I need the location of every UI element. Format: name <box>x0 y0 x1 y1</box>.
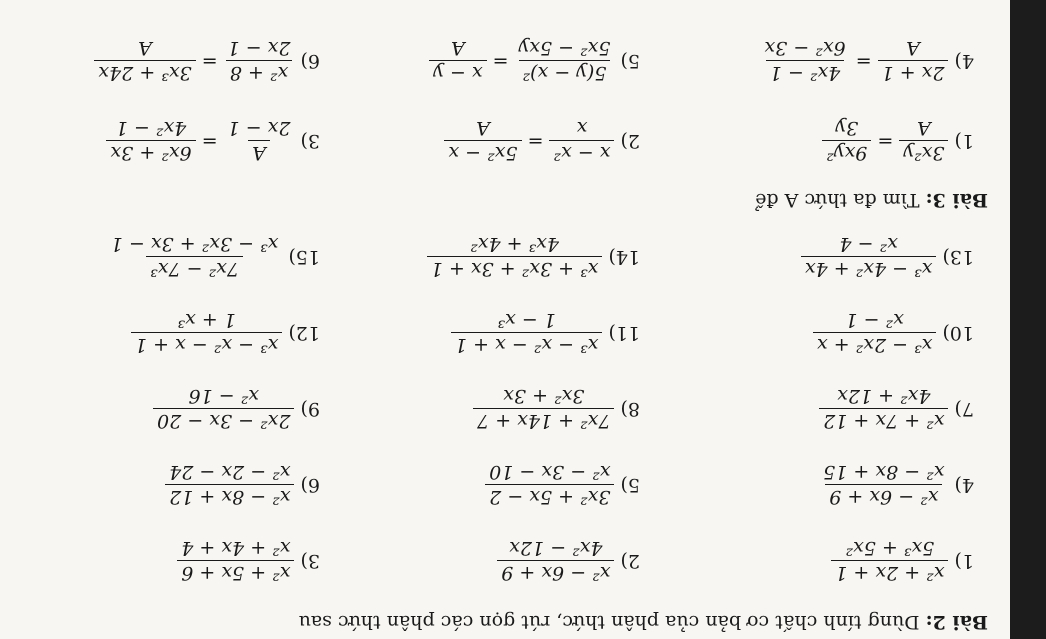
fraction: x³ − x² − x + 1 1 + x³ <box>131 309 282 358</box>
problem-3-1: 1) 3x²y A = 9xy² 3y <box>822 101 974 181</box>
fraction: x − y A <box>429 37 486 86</box>
section2-instruction: Dùng tính chất cơ bản của phân thức, rút gọn các phân thức sau <box>298 611 920 633</box>
problem-3-3: 3) A 2x − 1 = 6x² + 3x 4x² − 1 <box>106 101 320 181</box>
fraction: 2x + 1 A <box>878 37 949 86</box>
fraction: 3x² + 5x − 2 x² − 3x − 10 <box>485 461 614 510</box>
problem-2-5: 5) 3x² + 5x − 2 x² − 3x − 10 <box>485 445 640 525</box>
section3-row-1 <box>0 101 1010 181</box>
equals-sign: = <box>201 50 218 72</box>
section2-heading <box>299 611 988 633</box>
equals-sign: = <box>201 130 218 152</box>
problem-2-9: 9) 2x² − 3x − 20 x² − 16 <box>153 369 320 449</box>
problem-2-10: 10) x³ − 2x² + x x² − 1 <box>813 293 974 373</box>
equals-sign: = <box>527 130 544 152</box>
equals-sign: = <box>492 50 509 72</box>
fraction: 2x² − 3x − 20 x² − 16 <box>153 385 294 434</box>
problem-2-2: 2) x² − 6x + 9 4x² − 12x <box>497 521 640 601</box>
fraction: x − x² x <box>549 117 614 166</box>
fraction: 9xy² 3y <box>822 117 871 166</box>
section2-row-2 <box>0 445 1010 525</box>
section3-row-2 <box>0 21 1010 101</box>
fraction: 7x² − 7x³ x³ − 3x² + 3x − 1 <box>110 233 279 281</box>
section2-title: Bài 2: <box>925 611 988 633</box>
fraction: x² − 6x + 9 4x² − 12x <box>497 537 614 586</box>
fraction: 4x² − 1 6x² − 3x <box>764 37 846 85</box>
equals-sign: = <box>877 130 894 152</box>
problem-2-7: 7) x² + 7x + 12 4x² + 12x <box>819 369 974 449</box>
problem-2-11: 11) x³ − x² − x + 1 1 − x³ <box>451 293 640 373</box>
problem-2-8: 8) 7x² + 14x + 7 3x² + 3x <box>473 369 640 449</box>
problem-3-2: 2) x − x² x = 5x² − x A <box>444 101 640 181</box>
fraction: x³ − x² − x + 1 1 − x³ <box>451 309 602 358</box>
fraction: 7x² + 14x + 7 3x² + 3x <box>473 385 614 434</box>
section3-title: Bài 3: <box>925 189 988 211</box>
fraction: A 2x − 1 <box>227 117 291 165</box>
section3-instruction: Tìm đa thức A để <box>754 189 920 211</box>
dark-edge-band <box>1010 0 1046 639</box>
fraction: x² + 2x + 1 5x³ + 5x² <box>831 537 948 586</box>
problem-2-15: 15) 7x² − 7x³ x³ − 3x² + 3x − 1 <box>107 217 320 297</box>
problem-2-12: 12) x³ − x² − x + 1 1 + x³ <box>131 293 320 373</box>
problem-3-5: 5) 5(y − x)² 5x² − 5xy = x − y A <box>429 21 640 101</box>
problem-3-4: 4) 2x + 1 A = 4x² − 1 6x² − 3x <box>760 21 974 101</box>
fraction: 5x² − x A <box>444 117 521 166</box>
section2-row-1 <box>0 521 1010 601</box>
fraction: 3x²y A <box>899 117 948 166</box>
equals-sign: = <box>855 50 872 72</box>
problem-2-3: 3) x² + 5x + 6 x² + 4x + 4 <box>177 521 320 601</box>
fraction: x² − 6x + 9 x² − 8x + 15 <box>823 461 945 509</box>
problem-2-4: 4) x² − 6x + 9 x² − 8x + 15 <box>819 445 974 525</box>
problem-3-6: 6) x² + 8 2x − 1 = 3x³ + 24x A <box>94 21 320 101</box>
section2-row-3 <box>0 369 1010 449</box>
fraction: x³ − 2x² + x x² − 1 <box>813 309 936 358</box>
fraction: x³ + 3x² + 3x + 1 4x³ + 4x² <box>427 233 603 282</box>
fraction: 6x² + 3x 4x² − 1 <box>106 117 195 166</box>
fraction: x³ − 4x² + 4x x² − 4 <box>801 233 937 282</box>
section3-heading <box>755 189 988 211</box>
fraction: x² + 8 2x − 1 <box>227 37 291 85</box>
fraction: 3x³ + 24x A <box>94 37 195 86</box>
problem-2-6: 6) x² − 8x + 12 x² − 2x − 24 <box>165 445 320 525</box>
problem-2-13: 13) x³ − 4x² + 4x x² − 4 <box>801 217 974 297</box>
fraction: 5(y − x)² 5x² − 5xy <box>518 37 611 85</box>
fraction: x² + 5x + 6 x² + 4x + 4 <box>177 537 294 586</box>
section2-row-4 <box>0 293 1010 373</box>
problem-2-1: 1) x² + 2x + 1 5x³ + 5x² <box>831 521 974 601</box>
fraction: x² − 8x + 12 x² − 2x − 24 <box>165 461 294 510</box>
problem-2-14: 14) x³ + 3x² + 3x + 1 4x³ + 4x² <box>427 217 640 297</box>
fraction: x² + 7x + 12 4x² + 12x <box>819 385 948 434</box>
section2-row-5 <box>0 217 1010 297</box>
